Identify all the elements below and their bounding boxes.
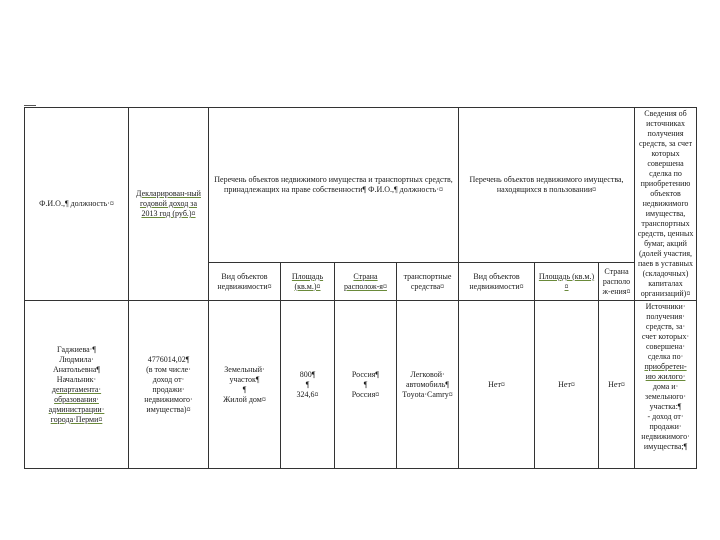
header-use-country: Страна располож-ения¤ xyxy=(599,263,635,301)
header-row-1 xyxy=(25,108,697,263)
header-income: Декларирован-ный годовой доход за 2013 год (руб.)¤ xyxy=(129,108,209,301)
cell-use-type: Нет¤ xyxy=(459,301,535,469)
cell-use-area: Нет¤ xyxy=(535,301,599,469)
cell-income: 4776014,02¶ (в том числе· доход от· продажи· недвижимого· имущества)¤ xyxy=(129,301,209,469)
header-use-type: Вид объектов недвижимости¤ xyxy=(459,263,535,301)
cell-sources: Источники· получения· средств, за· счет которых· совершена· сделка по· приобретен- ию жилого· дома и· земельного· участка:¶ - доход от· продажи· недвижимого· имущества;¶ xyxy=(635,301,697,469)
header-use-area: Площадь (кв.м.)¤ xyxy=(535,263,599,301)
cell-transport: Легковой· автомобиль¶ Toyota·Camry¤ xyxy=(397,301,459,469)
cell-fio: Гаджиева·¶ Людмила· Анатольевна¶ Начальник· департамента· образования· администрации· города·Перми¤ xyxy=(25,301,129,469)
header-owned-area: Площадь (кв.м.)¤ xyxy=(281,263,335,301)
header-owned-type: Вид объектов недвижимости¤ xyxy=(209,263,281,301)
cell-owned-country: Россия¶ ¶ Россия¤ xyxy=(335,301,397,469)
page-corner-mark xyxy=(24,105,36,106)
cell-owned-area: 800¶ ¶ 324,6¤ xyxy=(281,301,335,469)
declaration-table xyxy=(24,107,697,469)
header-owned-country: Страна располож-я¤ xyxy=(335,263,397,301)
header-fio: Ф.И.О.,¶ должность·¤ xyxy=(25,108,129,301)
cell-owned-type: Земельный· участок¶ ¶ Жилой дом¤ xyxy=(209,301,281,469)
header-use-group: Перечень объектов недвижимого имущества, находящихся в пользовании¤ xyxy=(459,108,635,263)
cell-use-country: Нет¤ xyxy=(599,301,635,469)
header-owned-transport: транспортные средства¤ xyxy=(397,263,459,301)
header-owned-group: Перечень объектов недвижимого имущества и транспортных средств, принадлежащих на праве собственности¶ Ф.И.О.,¶ должность·¤ xyxy=(209,108,459,263)
table-row xyxy=(25,301,697,469)
header-sources: Сведения об источниках получения средств, за счет которых совершена сделка по приобретению объектов недвижимого имущества, транспортных средств, ценных бумаг, акций (долей участия, паев в уставных (складочных) капиталах организаций)¤ xyxy=(635,108,697,301)
